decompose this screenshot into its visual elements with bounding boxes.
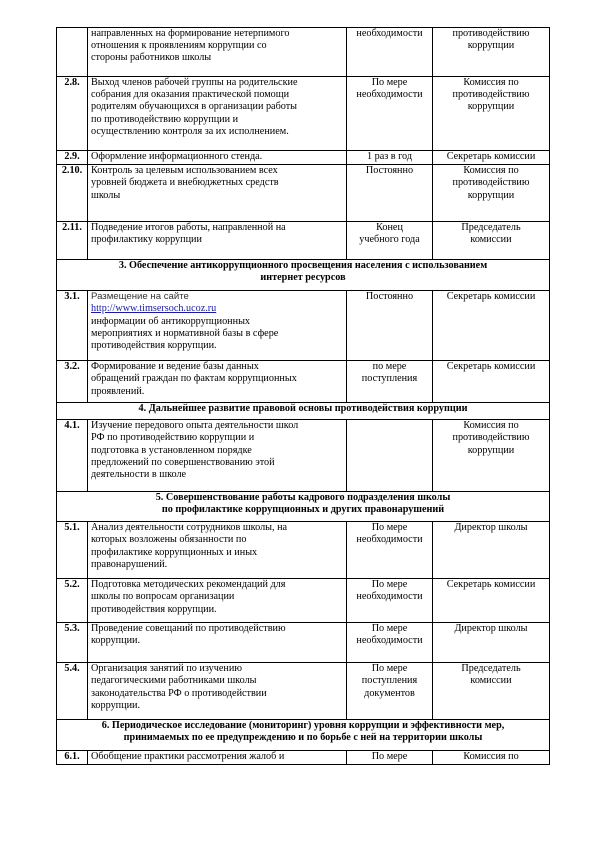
item-description xyxy=(88,623,347,663)
cell-line: предложений по совершенствованию этой xyxy=(91,456,275,468)
cell-line: противодействию xyxy=(452,28,530,39)
item-deadline xyxy=(347,28,433,77)
cell-line: проявлений. xyxy=(91,385,145,397)
cell-line: 1 раз в год xyxy=(366,151,413,162)
cell-line: Изучение передового опыта деятельности школ xyxy=(91,420,299,432)
item-description xyxy=(88,522,347,579)
cell-line: обращений граждан по фактам коррупционных xyxy=(91,373,297,385)
cell-line: Обобщение практики рассмотрения жалоб и xyxy=(91,751,285,763)
item-description xyxy=(88,77,347,151)
cell-line: противодействию xyxy=(452,432,530,444)
cell-line: профилактику коррупции xyxy=(91,234,202,246)
cell-line: необходимости xyxy=(356,591,423,603)
item-responsible xyxy=(433,222,550,260)
cell-line: противодействия коррупции. xyxy=(91,340,217,352)
section-header-row xyxy=(57,492,550,522)
item-deadline xyxy=(347,522,433,579)
section-title xyxy=(57,492,550,522)
site-label: Размещение на сайте xyxy=(91,291,189,303)
item-description xyxy=(88,663,347,720)
item-deadline xyxy=(347,663,433,720)
cell-line: Секретарь комиссии xyxy=(446,361,536,373)
school-site-link[interactable]: http://www.timsersoch.ucoz.ru xyxy=(91,303,217,315)
action-plan-body xyxy=(57,28,550,765)
cell-line: Комиссия по xyxy=(463,77,519,88)
cell-line: Постоянно xyxy=(365,291,414,303)
cell-line: комиссии xyxy=(470,234,512,246)
item-description xyxy=(88,751,347,765)
cell-line: Выход членов рабочей группы на родительские xyxy=(91,77,298,88)
item-responsible xyxy=(433,623,550,663)
cell-line: профилактике коррупционных и иных xyxy=(91,546,258,558)
cell-line: уровней бюджета и внебюджетных средств xyxy=(91,177,279,189)
table-row xyxy=(57,751,550,765)
cell-line: По мере xyxy=(371,77,408,88)
item-deadline xyxy=(347,222,433,260)
cell-line: школы xyxy=(91,189,121,201)
item-responsible xyxy=(433,751,550,765)
cell-line: Комиссия по xyxy=(463,751,519,763)
cell-line: Организация занятий по изучению xyxy=(91,663,242,675)
cell-line: Председатель xyxy=(461,222,521,234)
table-row xyxy=(57,165,550,222)
cell-line: поступления xyxy=(361,373,418,385)
cell-line: 4. Дальнейшее развитие правовой основы противодействия коррупции xyxy=(138,403,468,415)
cell-line: Подведение итогов работы, направленной на xyxy=(91,222,286,234)
item-responsible xyxy=(433,663,550,720)
item-number: 6.1. xyxy=(57,751,88,765)
item-number: 5.4. xyxy=(57,663,88,720)
item-description xyxy=(88,361,347,403)
item-responsible xyxy=(433,291,550,361)
item-number: 4.1. xyxy=(57,420,88,492)
cell-line: противодействию xyxy=(452,89,530,101)
section-header-row xyxy=(57,403,550,420)
cell-line: Директор школы xyxy=(454,522,528,534)
item-description xyxy=(88,420,347,492)
cell-line: 3. Обеспечение антикоррупционного просвещения населения с использованием xyxy=(118,260,488,272)
cell-line: информации об антикоррупционных xyxy=(91,315,251,327)
cell-line: По мере xyxy=(371,579,408,591)
table-row xyxy=(57,623,550,663)
cell-line: Формирование и ведение базы данных xyxy=(91,361,259,373)
item-deadline xyxy=(347,751,433,765)
item-number: 5.2. xyxy=(57,579,88,623)
cell-line: мероприятиях и нормативной базы в сфере xyxy=(91,327,279,339)
cell-line: осуществлению контроля за их исполнением. xyxy=(91,125,289,137)
cell-line: 6. Периодическое исследование (мониторинг) уровня коррупции и эффективности мер, xyxy=(101,720,505,732)
section-title xyxy=(57,260,550,291)
cell-line: Секретарь комиссии xyxy=(446,579,536,591)
item-description xyxy=(88,222,347,260)
item-number: 2.10. xyxy=(57,165,88,222)
item-responsible xyxy=(433,579,550,623)
cell-line: отношения к проявлениям коррупции со xyxy=(91,40,267,52)
section-header-row xyxy=(57,720,550,751)
item-number: 3.1. xyxy=(57,291,88,361)
item-description xyxy=(88,579,347,623)
cell-line: принимаемых по ее предупреждению и по борьбе с ней на территории школы xyxy=(123,732,483,744)
section-title xyxy=(57,720,550,751)
section-header-row xyxy=(57,260,550,291)
cell-line: Председатель xyxy=(461,663,521,675)
item-responsible xyxy=(433,165,550,222)
cell-line: коррупции xyxy=(467,40,515,52)
item-responsible xyxy=(433,420,550,492)
table-row xyxy=(57,151,550,165)
cell-line: родителям обучающихся в организации работы xyxy=(91,101,298,113)
cell-line: учебного года xyxy=(359,234,420,246)
cell-line: необходимости xyxy=(356,635,423,647)
cell-line: необходимости xyxy=(356,28,423,39)
cell-line: по мере xyxy=(372,361,407,373)
table-row xyxy=(57,579,550,623)
cell-line: противодействию xyxy=(452,177,530,189)
cell-line: поступления xyxy=(361,675,418,687)
item-deadline xyxy=(347,165,433,222)
item-description xyxy=(88,28,347,77)
cell-line: Проведение совещаний по противодействию xyxy=(91,623,286,635)
cell-line: Оформление информационного стенда. xyxy=(91,151,263,162)
cell-line: собрания для оказания практической помощи xyxy=(91,89,290,101)
cell-line: Комиссия по xyxy=(463,420,519,432)
cell-line: коррупции. xyxy=(91,699,141,711)
cell-line: коррупции xyxy=(467,101,515,113)
cell-line: РФ по противодействию коррупции и xyxy=(91,432,255,444)
table-row xyxy=(57,28,550,77)
item-number: 3.2. xyxy=(57,361,88,403)
item-deadline xyxy=(347,420,433,492)
item-number: 5.1. xyxy=(57,522,88,579)
item-description xyxy=(88,165,347,222)
item-responsible xyxy=(433,77,550,151)
cell-line: Анализ деятельности сотрудников школы, на xyxy=(91,522,288,534)
cell-line: интернет ресурсов xyxy=(260,272,346,284)
item-deadline xyxy=(347,77,433,151)
item-deadline xyxy=(347,291,433,361)
action-plan-table xyxy=(56,27,550,765)
cell-line: по профилактике коррупционных и других правонарушений xyxy=(161,504,445,516)
item-description xyxy=(88,151,347,165)
item-responsible xyxy=(433,361,550,403)
item-number: 2.9. xyxy=(57,151,88,165)
cell-line: Подготовка методических рекомендаций для xyxy=(91,579,286,591)
cell-line: деятельности в школе xyxy=(91,469,187,481)
cell-line: правонарушений. xyxy=(91,558,168,570)
cell-line: Конец xyxy=(376,222,403,234)
item-number: 2.8. xyxy=(57,77,88,151)
cell-line: Контроль за целевым использованием всех xyxy=(91,165,278,177)
table-row xyxy=(57,522,550,579)
cell-line: направленных на формирование нетерпимого xyxy=(91,28,290,39)
table-row xyxy=(57,77,550,151)
table-row xyxy=(57,222,550,260)
table-row xyxy=(57,420,550,492)
cell-line: противодействия коррупции. xyxy=(91,603,217,615)
cell-line: законодательства РФ о противодействии xyxy=(91,687,267,699)
cell-line: Секретарь комиссии xyxy=(446,151,536,162)
item-deadline xyxy=(347,623,433,663)
cell-line: по противодействию коррупции и xyxy=(91,113,239,125)
cell-line: По мере xyxy=(371,663,408,675)
cell-line: необходимости xyxy=(356,89,423,101)
item-responsible xyxy=(433,522,550,579)
item-number: 5.3. xyxy=(57,623,88,663)
item-deadline xyxy=(347,579,433,623)
item-number xyxy=(57,28,88,77)
item-number: 2.11. xyxy=(57,222,88,260)
cell-line: подготовка в установленном порядке xyxy=(91,444,252,456)
cell-line: По мере xyxy=(371,522,408,534)
cell-line: Секретарь комиссии xyxy=(446,291,536,303)
table-row xyxy=(57,361,550,403)
cell-line: По мере xyxy=(371,751,408,763)
cell-line: коррупции xyxy=(467,444,515,456)
item-description xyxy=(88,291,347,361)
item-responsible xyxy=(433,28,550,77)
cell-line: коррупции xyxy=(467,189,515,201)
cell-line: коррупции. xyxy=(91,635,141,647)
cell-line: стороны работников школы xyxy=(91,52,212,64)
item-responsible xyxy=(433,151,550,165)
cell-line: комиссии xyxy=(470,675,512,687)
table-row xyxy=(57,291,550,361)
cell-line: По мере xyxy=(371,623,408,635)
table-row xyxy=(57,663,550,720)
cell-line: документов xyxy=(364,687,415,699)
item-deadline xyxy=(347,151,433,165)
cell-line: Постоянно xyxy=(365,165,414,177)
cell-line: необходимости xyxy=(356,534,423,546)
section-title xyxy=(57,403,550,420)
cell-line: 5. Совершенствование работы кадрового подразделения школы xyxy=(155,492,451,504)
item-deadline xyxy=(347,361,433,403)
cell-line: Директор школы xyxy=(454,623,528,635)
cell-line: которых возложены обязанности по xyxy=(91,534,247,546)
cell-line: Комиссия по xyxy=(463,165,519,177)
cell-line: школы по вопросам организации xyxy=(91,591,235,603)
cell-line: педагогическими работниками школы xyxy=(91,675,257,687)
